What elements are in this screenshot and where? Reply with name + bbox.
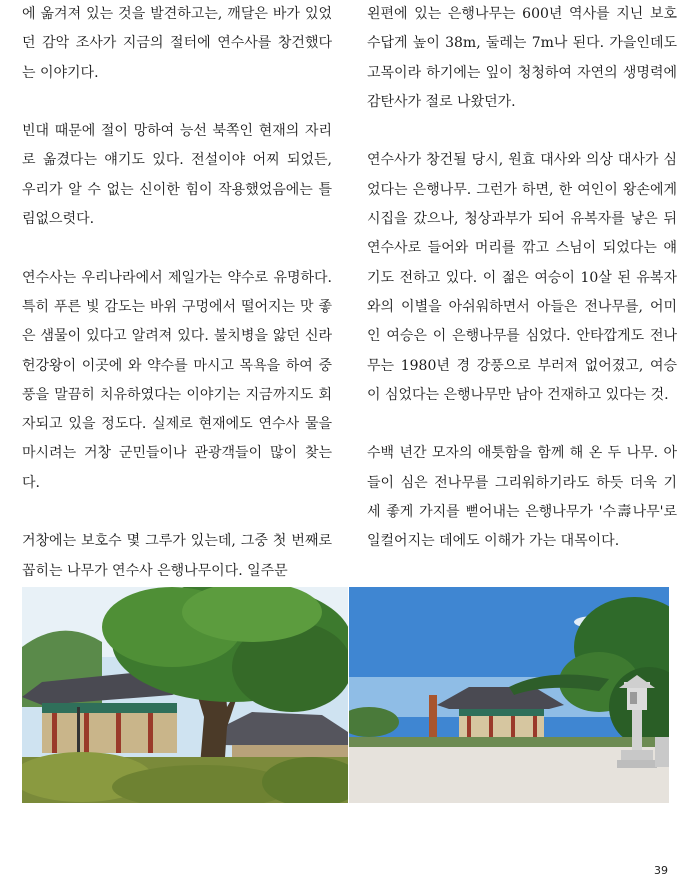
left-paragraph-1: 에 옮겨져 있는 것을 발견하고는, 깨달은 바가 있었던 감악 조사가 지금의 절터에 연수사를 창건했다는 이야기다.: [22, 6, 332, 81]
temple-tree-photo: [22, 587, 348, 803]
left-paragraph-4: 거창에는 보호수 몇 그루가 있는데, 그중 첫 번째로 꼽히는 나무가 연수사 은행나무이다. 일주문: [22, 533, 332, 579]
photo-strip: [22, 587, 669, 803]
right-paragraph-2: 연수사가 창건될 당시, 원효 대사와 의상 대사가 심었다는 은행나무. 그런가 하면, 한 여인이 왕손에게 시집을 갔으나, 청상과부가 되어 유복자를 낳은 뒤 연수사로 들어와 머리를 깎고 스님이 되었다는 얘기도 전하고 있다. 이 젊은 여승이 10살 된 유복자와의 이별을 아쉬워하면서 아들은 전나무를, 어미인 여승은 이 은행나무를 심었다. 안타깝게도 전나무는 1980년 경 강풍으로 부러져 없어졌고, 여승이 심었다는 은행나무만 남아 건재하고 있다는 것.: [367, 152, 677, 403]
left-paragraph-2: 빈대 때문에 절이 망하여 능선 북쪽인 현재의 자리로 옮겼다는 얘기도 있다. 전설이야 어찌 되었든, 우리가 알 수 없는 신이한 힘이 작용했었음에는 틀림없으렷다.: [22, 123, 332, 228]
left-text-column: [22, 0, 332, 586]
left-paragraph-3: 연수사는 우리나라에서 제일가는 약수로 유명하다. 특히 푸른 빛 감도는 바위 구멍에서 떨어지는 맛 좋은 샘물이 있다고 알려져 있다. 불치병을 앓던 신라 헌강왕이 이곳에 와 약수를 마시고 목욕을 하여 중풍을 말끔히 치유하였다는 이야기는 지금까지도 회자되고 있을 정도다. 실제로 현재에도 연수사 물을 마시려는 거창 군민들이나 관광객들이 많이 찾는다.: [22, 269, 332, 491]
right-text-column: [367, 0, 677, 557]
right-paragraph-3: 수백 년간 모자의 애틋함을 함께 해 온 두 나무. 아들이 심은 전나무를 그리워하기라도 하듯 더욱 기세 좋게 가지를 뻗어내는 은행나무가 '수壽나무'로 일컬어지는 데에도 이해가 가는 대목이다.: [367, 445, 677, 550]
page-number: 39: [654, 864, 668, 877]
temple-courtyard-photo: [349, 587, 669, 803]
right-paragraph-1: 왼편에 있는 은행나무는 600년 역사를 지닌 보호수답게 높이 38m, 둘레는 7m나 된다. 가을인데도 고목이라 하기에는 잎이 청청하여 자연의 생명력에 감탄사가 절로 나왔던가.: [367, 6, 677, 110]
